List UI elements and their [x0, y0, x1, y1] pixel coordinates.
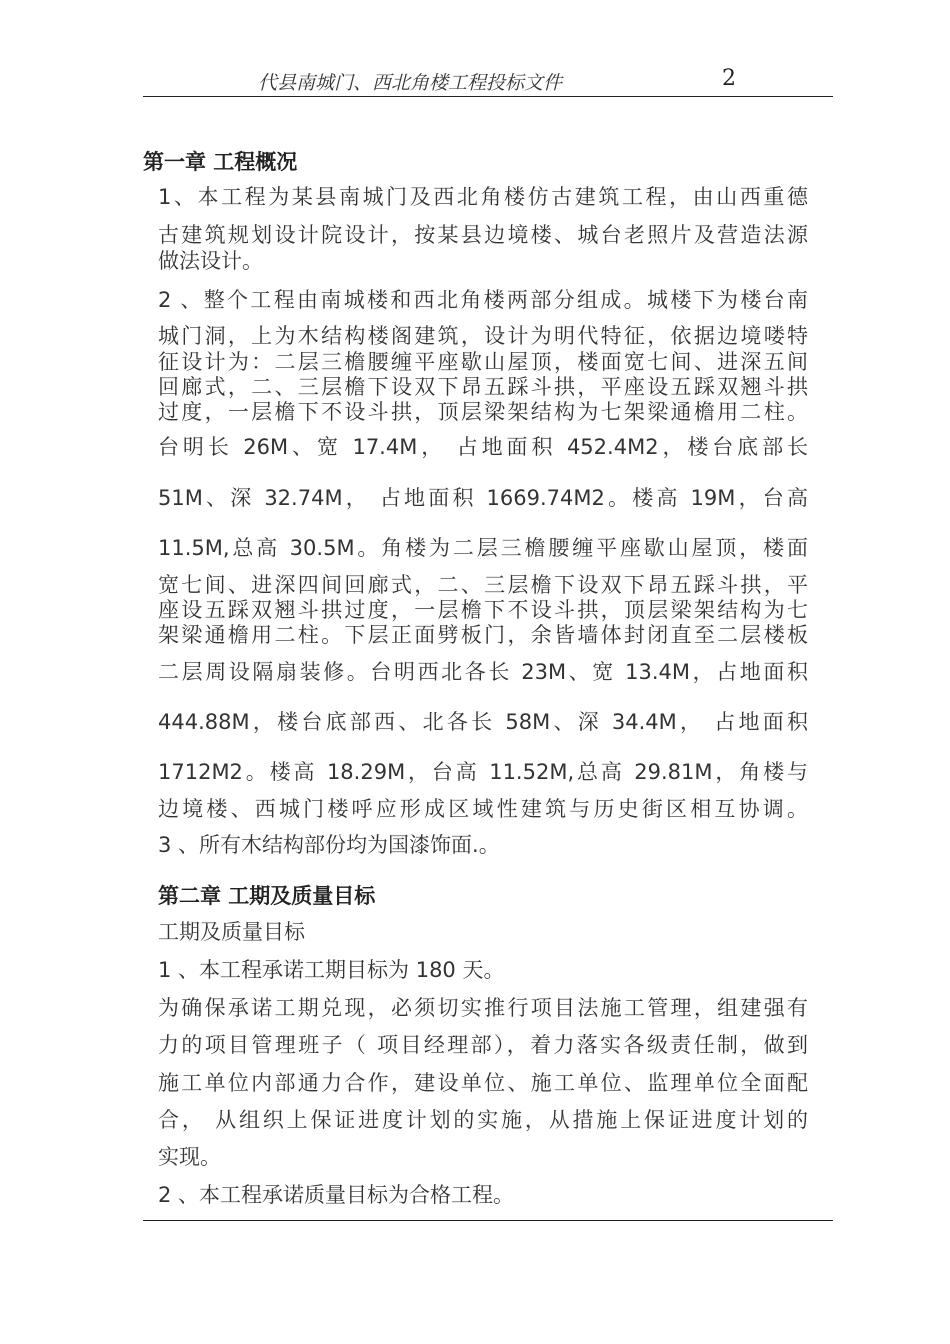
- paragraph-line: 古建筑规划设计院设计，按某县边境楼、城台老照片及营造法源: [158, 223, 808, 247]
- paragraph-line: 444.88M，楼台底部西、北各长 58M、深 34.4M， 占地面积: [158, 710, 808, 734]
- paragraph-line: 2 、本工程承诺质量目标为合格工程。: [158, 1183, 515, 1207]
- paragraph-line: 1 、本工程承诺工期目标为 180 天。: [158, 958, 505, 982]
- paragraph-line: 2 、整个工程由南城楼和西北角楼两部分组成。城楼下为楼台南: [158, 288, 808, 312]
- paragraph-line: 过度，一层檐下不设斗拱，顶层梁架结构为七架梁通檐用二柱。: [158, 400, 808, 424]
- chapter2-heading: 第二章 工期及质量目标: [158, 884, 376, 908]
- paragraph-line: 宽七间、进深四间回廊式，二、三层檐下设双下昂五踩斗拱，平: [158, 573, 808, 597]
- paragraph-line: 台明长 26M、宽 17.4M， 占地面积 452.4M2，楼台底部长: [158, 435, 808, 459]
- header-divider: [143, 96, 833, 97]
- paragraph-line: 城门洞，上为木结构楼阁建筑，设计为明代特征，依据边境喽特: [158, 324, 808, 348]
- paragraph-line: 力的项目管理班子（ 项目经理部），着力落实各级责任制，做到: [158, 1033, 808, 1057]
- paragraph-line: 二层周设隔扇装修。台明西北各长 23M、宽 13.4M，占地面积: [158, 660, 808, 684]
- paragraph-line: 为确保承诺工期兑现，必须切实推行项目法施工管理，组建强有: [158, 996, 808, 1020]
- paragraph-line: 座设五踩双翘斗拱过度，一层檐下不设斗拱，顶层梁架结构为七: [158, 598, 808, 622]
- paragraph-line: 实现。: [158, 1145, 221, 1169]
- paragraph-line: 11.5M,总高 30.5M。角楼为二层三檐腰缠平座歇山屋顶，楼面: [158, 536, 808, 560]
- paragraph-line: 回廊式，二、三层檐下设双下昂五踩斗拱，平座设五踩双翘斗拱: [158, 375, 808, 399]
- paragraph-line: 征设计为：二层三檐腰缠平座歇山屋顶，楼面宽七间、进深五间: [158, 350, 808, 374]
- paragraph-line: 3 、所有木结构部份均为国漆饰面.。: [158, 833, 500, 857]
- paragraph-line: 边境楼、西城门楼呼应形成区域性建筑与历史街区相互协调。: [158, 797, 808, 821]
- paragraph-line: 架梁通檐用二柱。下层正面劈板门，余皆墙体封闭直至二层楼板: [158, 623, 808, 647]
- paragraph-line: 施工单位内部通力合作，建设单位、施工单位、监理单位全面配: [158, 1071, 808, 1095]
- paragraph-line: 1、本工程为某县南城门及西北角楼仿古建筑工程，由山西重德: [158, 185, 808, 209]
- page-number: 2: [722, 66, 736, 91]
- paragraph-line: 1712M2。楼高 18.29M，台高 11.52M,总高 29.81M，角楼与: [158, 760, 808, 784]
- paragraph-line: 做法设计。: [158, 249, 263, 273]
- paragraph-line: 合， 从组织上保证进度计划的实施，从措施上保证进度计划的: [158, 1108, 808, 1132]
- header-title: 代县南城门、西北角楼工程投标文件: [257, 72, 562, 94]
- footer-divider: [143, 1220, 833, 1221]
- paragraph-line: 51M、深 32.74M， 占地面积 1669.74M2。楼高 19M，台高: [158, 486, 808, 510]
- chapter1-heading: 第一章 工程概况: [143, 150, 298, 174]
- paragraph-line: 工期及质量目标: [158, 920, 305, 944]
